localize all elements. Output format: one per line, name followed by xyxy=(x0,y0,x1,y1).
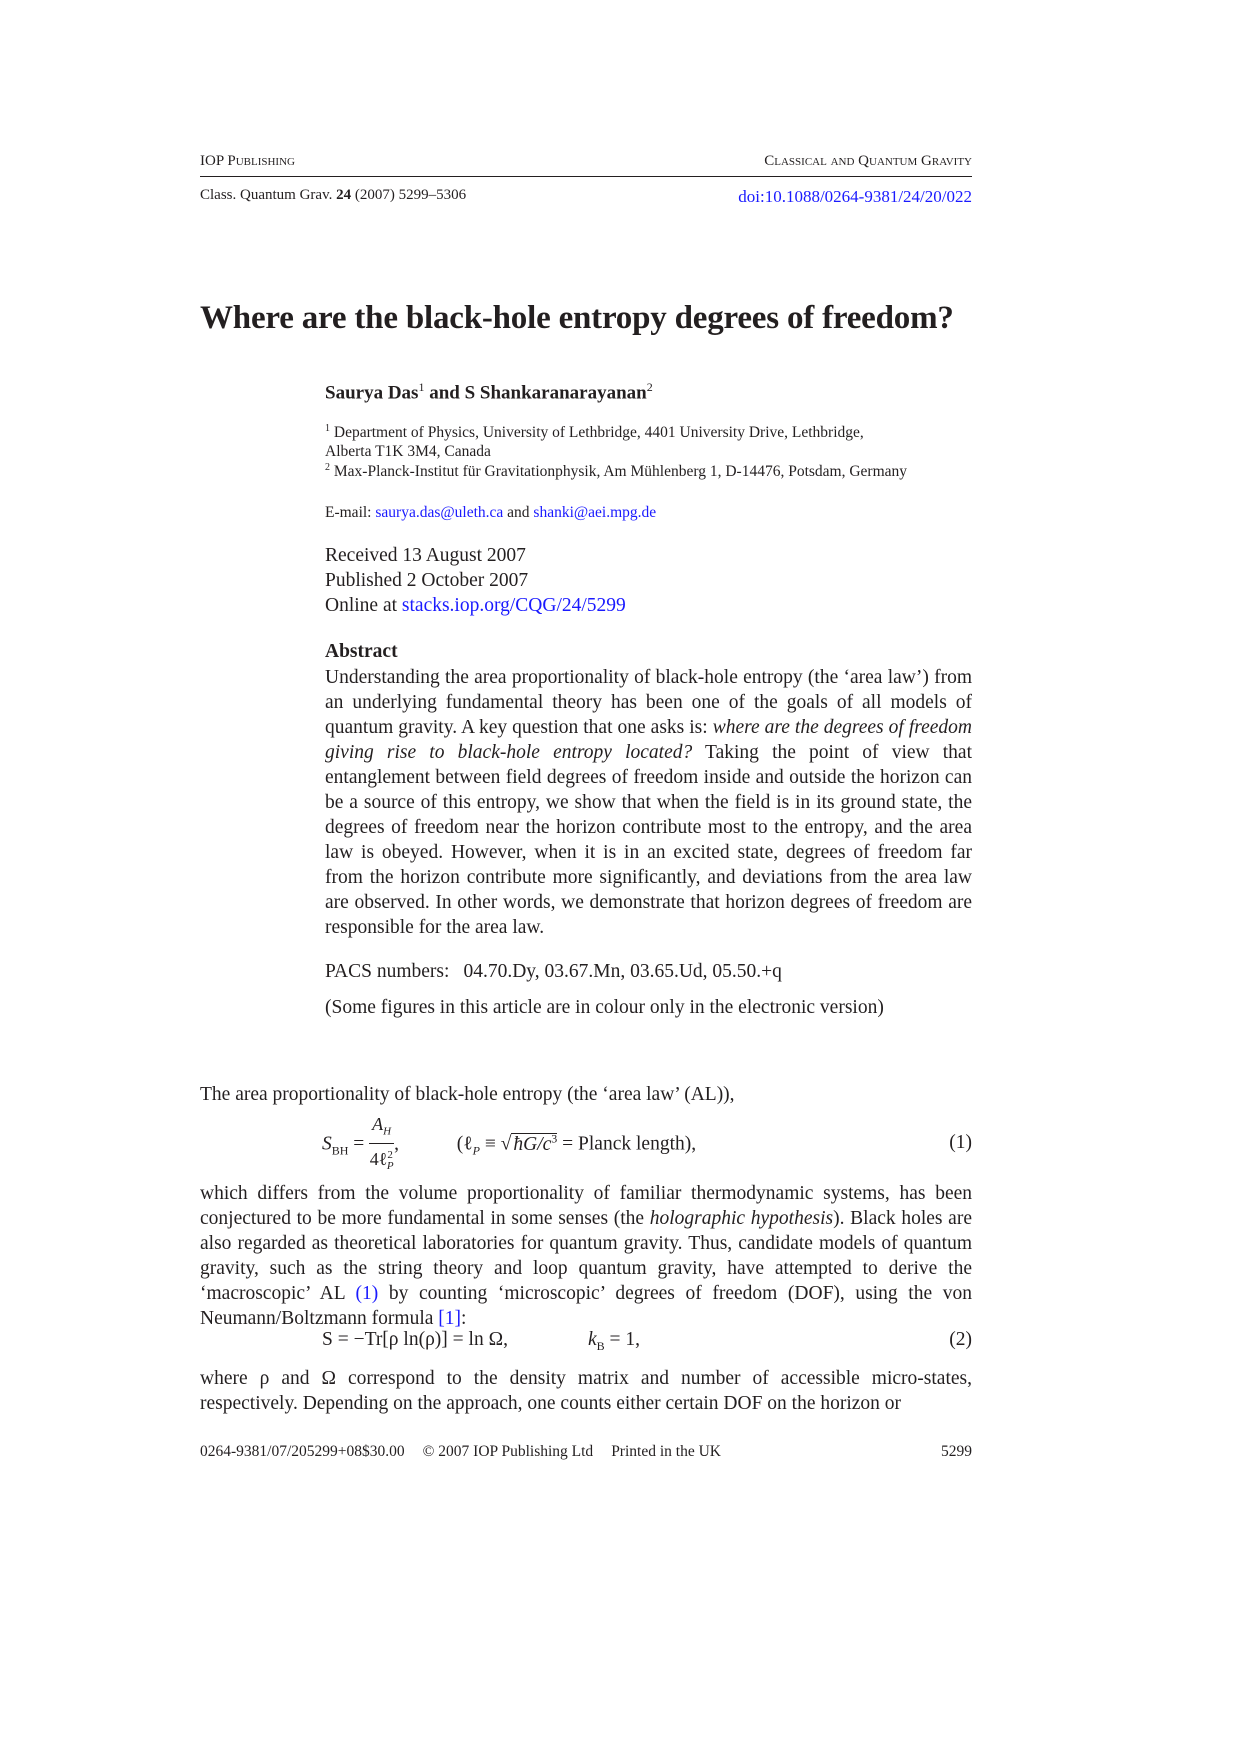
journal-name: Classical and Quantum Gravity xyxy=(764,153,972,169)
equation-1-label: (1) xyxy=(949,1132,972,1153)
author-list: Saurya Das$^1$ and S Shankaranarayanan$^2$ xyxy=(325,380,653,404)
email-link-1[interactable]: saurya.das@uleth.ca xyxy=(375,504,504,521)
online-line: Online at stacks.iop.org/CQG/24/5299 xyxy=(325,595,626,616)
pacs-line: PACS numbers: 04.70.Dy, 03.67.Mn, 03.65.Ud, 05.50.+q xyxy=(325,961,782,982)
colour-note: (Some figures in this article are in colour only in the electronic version) xyxy=(325,997,884,1018)
equation-1: $S_{BH}$ = $\frac{A_H}{4\ell^2_P}$ , (ℓ$_P$ ≡ √ $ħG/c^3$ = Planck length), xyxy=(322,1114,697,1173)
paper-title: Where are the black-hole entropy degrees of freedom? xyxy=(200,300,954,336)
affiliation-1: $^1$ Department of Physics, University of Lethbridge, 4401 University Drive, Lethbridge, xyxy=(325,423,864,442)
footer-line: 0264-9381/07/205299+08$30.00 © 2007 IOP Publishing Ltd Printed in the UK xyxy=(200,1443,721,1460)
equation-2: S = −Tr[ρ ln(ρ)] = ln Ω, $k_B = 1$, xyxy=(322,1329,640,1353)
email-line: E-mail: saurya.das@uleth.ca and shanki@aei.mpg.de xyxy=(325,504,657,521)
published-date: Published 2 October 2007 xyxy=(325,570,529,591)
equation-ref-link[interactable]: (1) xyxy=(355,1283,379,1304)
affiliation-2: $^2$ Max-Planck-Institut für Gravitationphysik, Am Mühlenberg 1, D-14476, Potsdam, Germany xyxy=(325,462,908,481)
citation: Class. Quantum Grav. 24 (2007) 5299–5306 xyxy=(200,187,467,203)
email-link-2[interactable]: shanki@aei.mpg.de xyxy=(533,504,657,521)
intro-sentence: The area proportionality of black-hole entropy (the ‘area law’ (AL)), xyxy=(200,1084,735,1105)
publisher-name: IOP Publishing xyxy=(200,153,295,169)
citation-ref-link[interactable]: [1] xyxy=(438,1308,462,1329)
header-rule xyxy=(200,176,972,177)
abstract-text: Understanding the area proportionality of black-hole entropy (the ‘area law’) from an underlying fundamental theory has been one of the goals of all models of quantum gravity. A key question that one asks is: where are the degrees of freedom giving rise to black-hole entropy located? Taking the point of view that entanglement between field degrees of freedom inside and outside the horizon can be a source of this entropy, we show that when the field is in its ground state, the degrees of freedom near the horizon contribute most to the entropy, and the area law is obeyed. However, when it is in an excited state, degrees of freedom far from the horizon contribute more significantly, and deviations from the area law are observed. In other words, we demonstrate that horizon degrees of freedom are responsible for the area law. xyxy=(325,667,972,938)
page-number: 5299 xyxy=(941,1443,972,1460)
body-paragraph-3: where ρ and Ω correspond to the density matrix and number of accessible micro-states, respectively. Depending on the approach, one counts either certain DOF on the horizon or xyxy=(200,1368,972,1414)
body-paragraph-2: which differs from the volume proportionality of familiar thermodynamic systems, has been conjectured to be more fundamental in some senses (the holographic hypothesis). Black holes are also regarded as theoretical laboratories for quantum gravity. Thus, candidate models of quantum gravity, such as the string theory and loop quantum gravity, have attempted to derive the ‘macroscopic’ AL (1) by counting ‘microscopic’ degrees of freedom (DOF), using the von Neumann/Boltzmann formula [1]: xyxy=(200,1183,972,1329)
online-link[interactable]: stacks.iop.org/CQG/24/5299 xyxy=(401,595,626,616)
affiliation-1-line2: Alberta T1K 3M4, Canada xyxy=(325,443,491,460)
abstract-heading: Abstract xyxy=(325,641,398,662)
equation-2-label: (2) xyxy=(949,1329,972,1350)
doi-link[interactable]: doi:10.1088/0264-9381/24/20/022 xyxy=(738,187,972,206)
received-date: Received 13 August 2007 xyxy=(325,545,526,566)
